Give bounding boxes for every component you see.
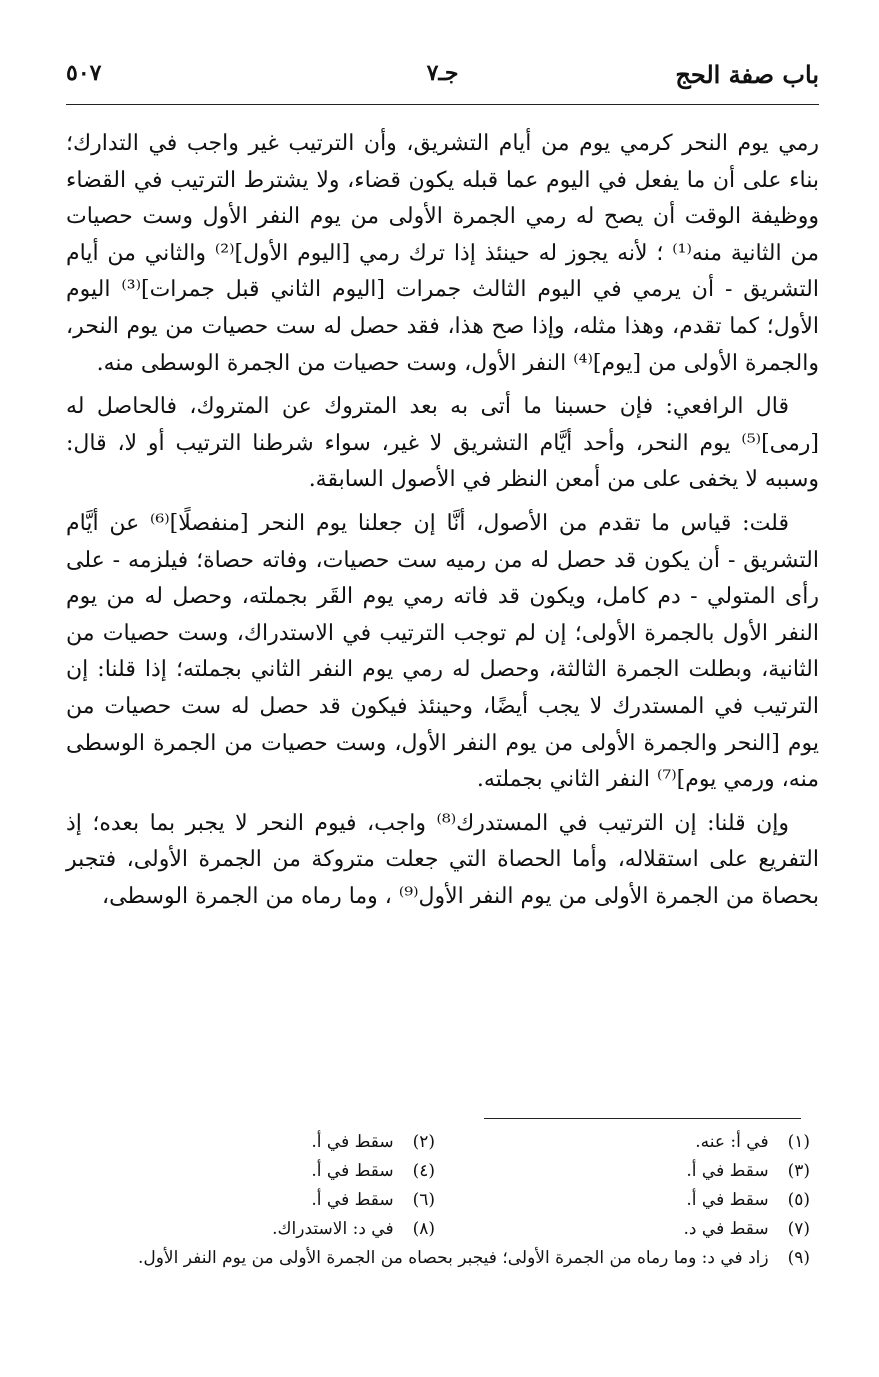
footnote-item [80,1244,810,1273]
footnote-text: زاد في د: وما رماه من الجمرة الأولى؛ فيجبر بحصاه من الجمرة الأولى من يوم النفر الأول. [137,1248,769,1268]
footnote-text: في أ: عنه. [695,1132,769,1152]
footnote-item [80,1186,435,1215]
footnote-number: (١) [787,1132,810,1152]
footnote-number: (٧) [787,1219,810,1239]
paragraph: رمي يوم النحر كرمي يوم من أيام التشريق، وأن الترتيب غير واجب في التدارك؛ بناء على أن ما يفعل في اليوم عما قبله يكون قضاء، ولا يشترط الترتيب في القضاء ووظيفة الوقت أن يصح له رمي الجمرة الأولى من يوم النفر الأول وست حصيات من الثانية منه⁽¹⁾ ؛ لأنه يجوز له حينئذ إذا ترك رمي [اليوم الأول]⁽²⁾ والثاني من أيام التشريق - أن يرمي في اليوم الثالث جمرات [اليوم الثاني قبل جمرات]⁽³⁾ اليوم الأول؛ كما تقدم، وهذا مثله، وإذا صح هذا، فقد حصل له ست حصيات من يوم النحر، والجمرة الأولى من [يوم]⁽⁴⁾ النفر الأول، وست حصيات من الجمرة الوسطى منه. [66,131,819,376]
footnote-number: (٤) [412,1161,435,1181]
footnote-item [80,1128,435,1157]
volume-label: جـ٧ [426,60,459,86]
footnote-number: (٩) [787,1248,810,1268]
paragraph: قال الرافعي: فإن حسبنا ما أتى به بعد المتروك عن المتروك، فالحاصل له [رمى]⁽⁵⁾ يوم النحر، وأحد أيَّام التشريق لا غير، سواء شرطنا الترتيب أو لا، قال: وسببه لا يخفى على من أمعن النظر في الأصول السابقة. [66,394,819,493]
footnote-number: (٢) [412,1132,435,1152]
footnote-item [455,1128,810,1157]
footnote-number: (٣) [787,1161,810,1181]
page-number: ٥٠٧ [66,60,102,86]
footnote-item [80,1215,435,1244]
running-header [66,60,819,96]
footnote-text: سقط في أ. [311,1161,394,1181]
footnote-text: سقط في د. [683,1219,769,1239]
footnote-item [455,1157,810,1186]
footnotes [80,1128,810,1273]
footnote-number: (٥) [787,1190,810,1210]
footnote-text: سقط في أ. [311,1132,394,1152]
footnote-text: سقط في أ. [311,1190,394,1210]
footnote-number: (٨) [412,1219,435,1239]
footnote-text: في د: الاستدراك. [272,1219,394,1239]
footnote-text: سقط في أ. [686,1161,769,1181]
header-divider [66,104,819,105]
paragraph: وإن قلنا: إن الترتيب في المستدرك⁽⁸⁾ واجب، فيوم النحر لا يجبر بما بعده؛ إذ التفريع على استقلاله، وأما الحصاة التي جعلت متروكة من الجمرة الأولى، فتجبر بحصاة من الجمرة الأولى من يوم النفر الأول⁽⁹⁾ ، وما رماه من الجمرة الوسطى، [66,810,819,909]
footnote-item [455,1215,810,1244]
footnote-item [80,1157,435,1186]
footnote-item [455,1186,810,1215]
footnote-text: سقط في أ. [686,1190,769,1210]
paragraph: قلت: قياس ما تقدم من الأصول، أنَّا إن جعلنا يوم النحر [منفصلًا]⁽⁶⁾ عن أيَّام التشريق - أن يكون قد حصل له من رميه ست حصيات، وفاته حصاة؛ فيلزمه - على رأى المتولي - دم كامل، ويكون قد فاته رمي يوم القَر بجملته، وحصل له من يوم النفر الأول بالجمرة الأولى؛ إن لم توجب الترتيب في الاستدراك، وست حصيات من الثانية، وبطلت الجمرة الثالثة، وحصل له رمي يوم النفر الثاني بجملته؛ إذا قلنا: إن الترتيب في المستدرك لا يجب أيضًا، وحينئذ فيكون قد حصل له ست حصيات من يوم [النحر والجمرة الأولى من يوم النفر الأول، وست حصيات من الجمرة الوسطى منه، ورمي يوم]⁽⁷⁾ النفر الثاني بجملته. [66,510,819,793]
main-text [66,126,819,922]
footnote-number: (٦) [412,1190,435,1210]
footnote-divider [484,1118,801,1119]
chapter-title: باب صفة الحج [675,60,819,89]
